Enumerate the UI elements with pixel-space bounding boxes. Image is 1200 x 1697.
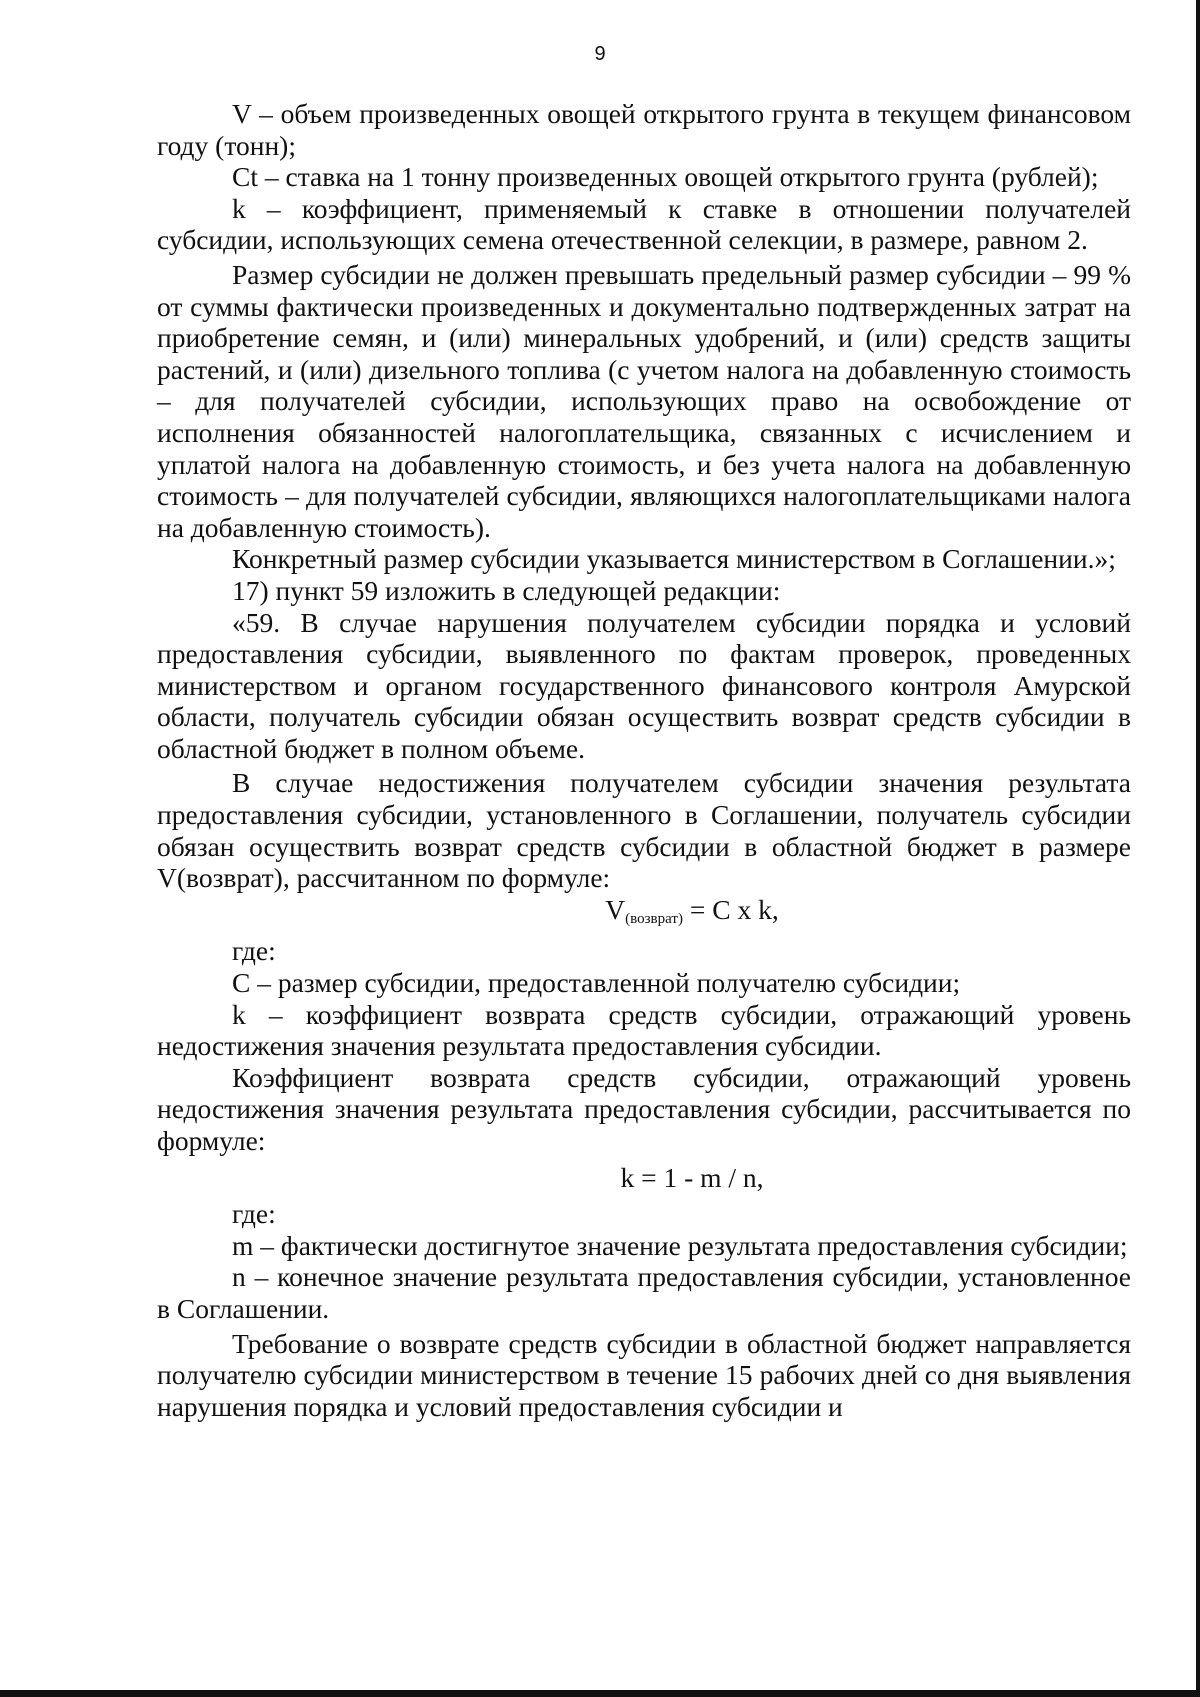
k-definition: k – коэффициент, применяемый к ставке в отношении получателей субсидии, использующих семена отечественной селекции, в размере, равном 2. — [157, 192, 1131, 256]
non-achievement-paragraph: В случае недостижения получателем субсидии значения результата предоставления субсидии, установленного в Соглашении, получатель субсидии обязан осуществить возврат средств субсидии в областной бюджет в размере V(возврат), рассчитанном по формуле: — [157, 767, 1131, 894]
specific-size-paragraph: Конкретный размер субсидии указывается министерством в Соглашении.»; — [232, 543, 1116, 575]
k-calculation-paragraph: Коэффициент возврата средств субсидии, отражающий уровень недостижения значения результата предоставления субсидии, рассчитывается по формуле: — [157, 1061, 1131, 1156]
v-definition: V – объем произведенных овощей открытого грунта в текущем финансовом году (тонн); — [157, 98, 1131, 161]
where-label-2: где: — [232, 1198, 276, 1230]
requirement-paragraph: Требование о возврате средств субсидии в областной бюджет направляется получателю субсидии министерством в течение 15 рабочих дней со дня выявления нарушения порядка и условий предоставления субсидии и — [157, 1327, 1131, 1422]
c-definition: C – размер субсидии, предоставленной получателю субсидии; — [232, 967, 961, 999]
formula-subscript: (возврат) — [625, 910, 683, 927]
document-body — [157, 98, 1131, 1422]
subsidy-limit-paragraph: Размер субсидии не должен превышать предельный размер субсидии – 99 % от суммы фактически произведенных и документально подтвержденных затрат на приобретение семян, и (или) минеральных удобрений, и (или) средств защиты растений, и (или) дизельного топлива (с учетом налога на добавленную стоимость – для получателей субсидии, использующих право на освобождение от исполнения обязанностей налогоплательщика, связанных с исчислением и уплатой налога на добавленную стоимость, и без учета налога на добавленную стоимость – для получателей субсидии, являющихся налогоплательщиками налога на добавленную стоимость). — [157, 258, 1131, 543]
return-formula — [157, 894, 1131, 936]
scan-border-right — [1196, 0, 1200, 1697]
where-label-1: где: — [232, 935, 276, 967]
page-number: 9 — [594, 43, 606, 65]
point-59-paragraph: «59. В случае нарушения получателем субсидии порядка и условий предоставления субсидии, выявленного по фактам проверок, проведенных министерством и органом государственного финансового контроля Амурской области, получатель субсидии обязан осуществить возврат средств субсидии в областной бюджет в полном объеме. — [157, 606, 1131, 764]
formula-rest: = C x k, — [682, 893, 779, 925]
scan-border-bottom — [0, 1690, 1200, 1697]
ct-definition: Ct – ставка на 1 тонну произведенных овощей открытого грунта (рублей); — [232, 161, 1099, 193]
k-formula: k = 1 - m / n, — [620, 1161, 764, 1193]
item-17: 17) пункт 59 изложить в следующей редакции: — [232, 574, 781, 606]
k-return-definition: k – коэффициент возврата средств субсидии, отражающий уровень недостижения значения результата предоставления субсидии. — [157, 998, 1131, 1062]
m-definition: m – фактически достигнутое значение результата предоставления субсидии; — [232, 1229, 1128, 1261]
n-definition: n – конечное значение результата предоставления субсидии, установленное в Соглашении. — [157, 1261, 1131, 1324]
formula-v: V — [605, 893, 626, 925]
